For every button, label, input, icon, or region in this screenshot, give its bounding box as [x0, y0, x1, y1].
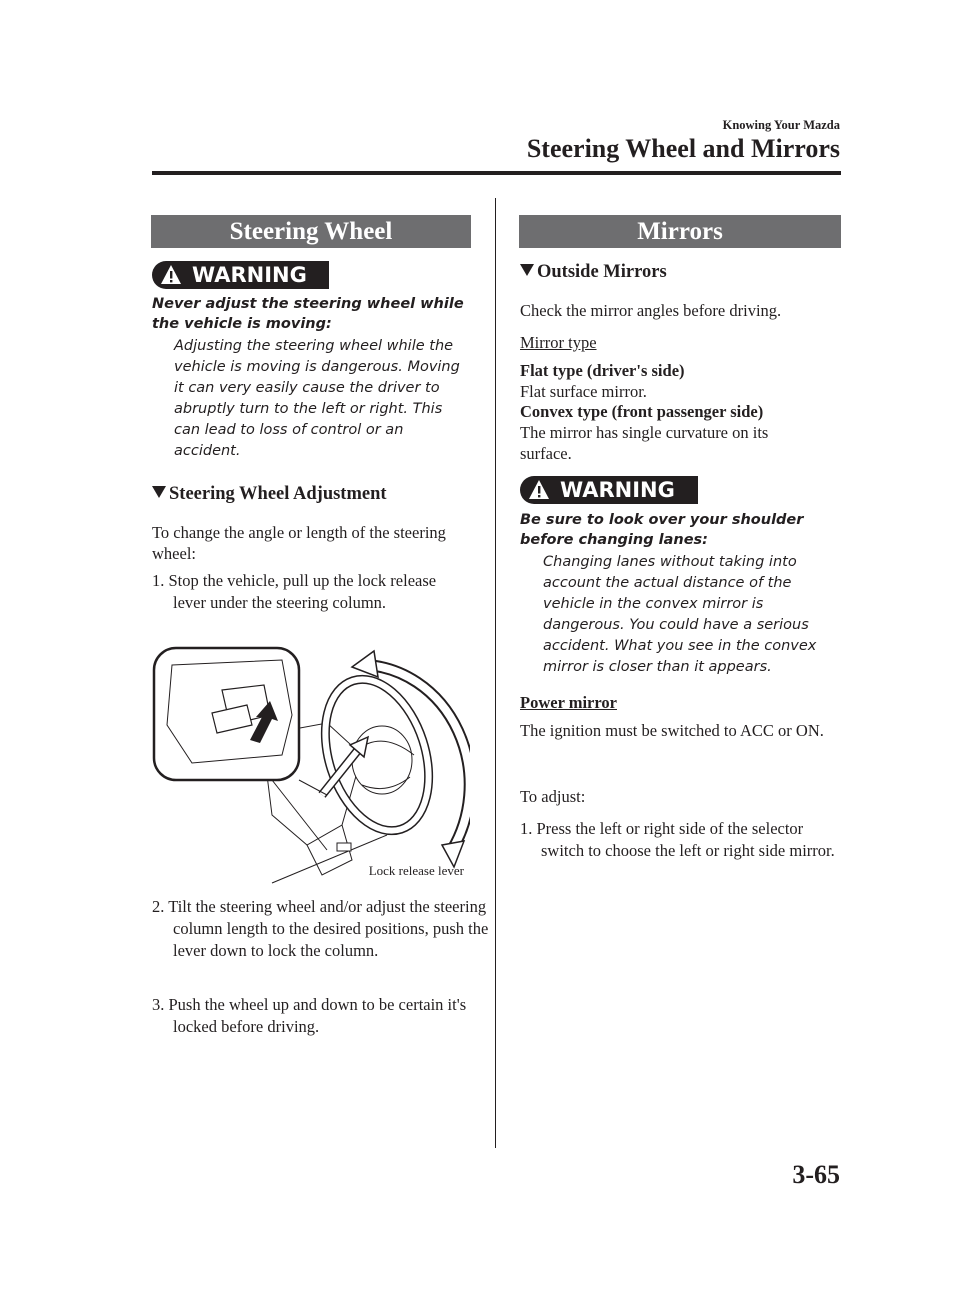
warning-icon: [160, 264, 182, 286]
warning-body: Adjusting the steering wheel while the vehicle is moving is dangerous. Moving it can very easily cause the driver to abruptly turn to the left or right. This can lead to loss of control or an accident.: [174, 338, 460, 459]
subheading-label: Outside Mirrors: [537, 262, 667, 282]
step-1: 1. Stop the vehicle, pull up the lock release lever under the steering column.: [152, 571, 437, 612]
mirror-intro: Check the mirror angles before driving.: [520, 301, 782, 320]
flat-type-text: Flat surface mirror.: [520, 382, 647, 401]
convex-type-text: The mirror has single curvature on its surface.: [520, 423, 769, 463]
triangle-bullet-icon: [152, 486, 166, 498]
intro-text: To change the angle or length of the steering wheel:: [152, 523, 446, 563]
mirror-type-heading: Mirror type: [520, 333, 597, 352]
warning-badge-label: WARNING: [192, 263, 307, 287]
step-2: 2. Tilt the steering wheel and/or adjust the steering column length to the desired positions, push the lever down to lock the column.: [152, 897, 489, 960]
subheading-steering-adjustment: [152, 484, 482, 505]
warning-badge-label: WARNING: [560, 478, 675, 502]
triangle-bullet-icon: [520, 264, 534, 276]
warning-lead: Be sure to look over your shoulder before changing lanes:: [520, 512, 804, 548]
subheading-label: Steering Wheel Adjustment: [169, 484, 387, 504]
warning-lead: Never adjust the steering wheel while the vehicle is moving:: [152, 296, 464, 332]
power-mirror-heading: Power mirror: [520, 693, 617, 712]
steering-figure: [152, 645, 470, 885]
chapter-title: Steering Wheel and Mirrors: [526, 134, 840, 163]
warning-body: Changing lanes without taking into account the actual distance of the vehicle in the convex mirror is dangerous. You could have a serious accident. What you see in the convex mirror is closer than it appears.: [543, 554, 817, 675]
warning-icon: [528, 479, 550, 501]
steering-illustration: [152, 645, 470, 885]
convex-type-heading: Convex type (front passenger side): [520, 402, 764, 421]
section-title: Knowing Your Mazda: [722, 118, 840, 132]
adjust-intro: To adjust:: [520, 787, 586, 806]
lock-release-lever-label: Lock release lever: [368, 863, 464, 878]
mirror-step-1: 1. Press the left or right side of the selector switch to choose the left or right side mirror.: [520, 819, 835, 860]
column-divider: [495, 198, 496, 1148]
subheading-outside-mirrors: [520, 262, 840, 283]
flat-type-heading: Flat type (driver's side): [520, 361, 685, 380]
step-3: 3. Push the wheel up and down to be certain it's locked before driving.: [152, 995, 467, 1036]
page-number: 3-65: [792, 1160, 840, 1189]
power-mirror-text: The ignition must be switched to ACC or ON.: [520, 721, 824, 740]
warning-badge: [152, 261, 329, 289]
header-rule: [152, 171, 841, 175]
warning-badge: [520, 476, 698, 504]
mirrors-band: Mirrors: [519, 215, 841, 248]
steering-wheel-band: Steering Wheel: [151, 215, 471, 248]
